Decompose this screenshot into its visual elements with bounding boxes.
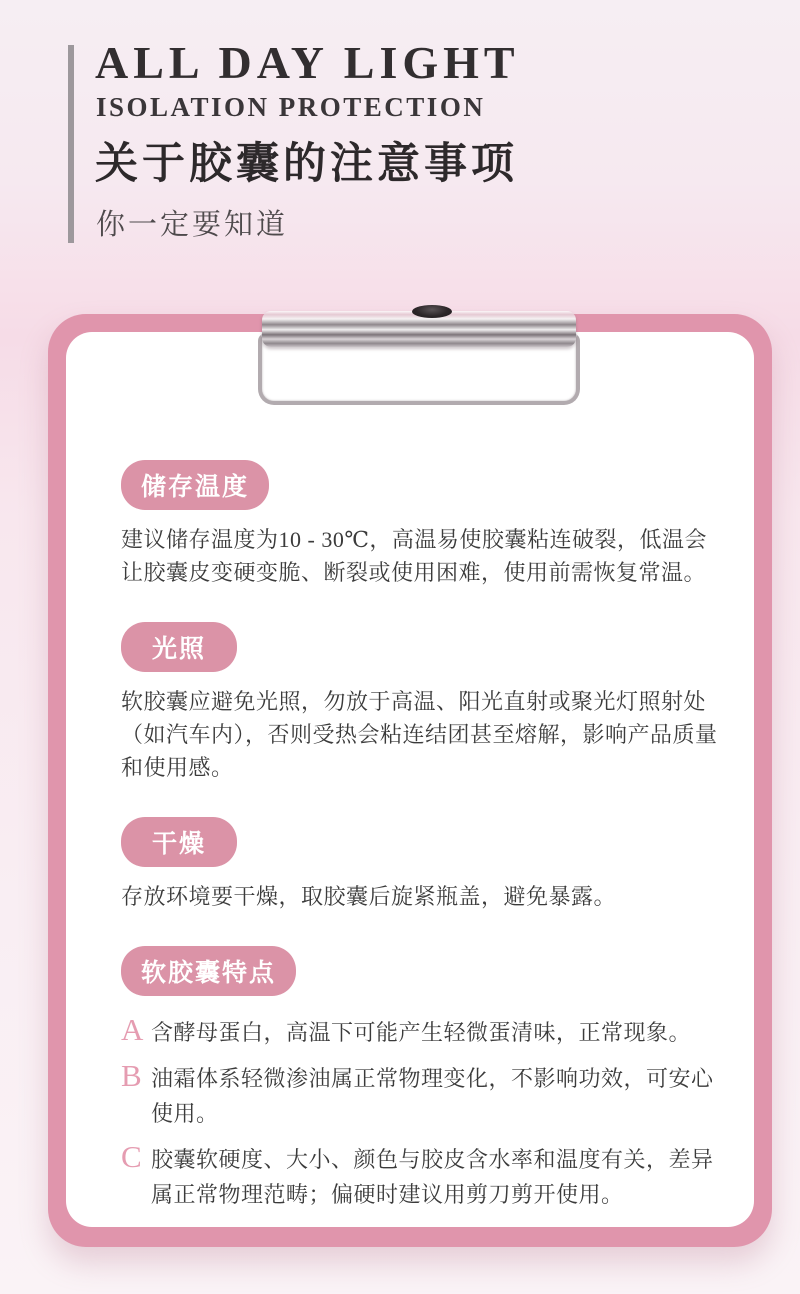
feature-text: 油霜体系轻微渗油属正常物理变化，不影响功效，可安心使用。 [151,1066,714,1126]
brand-subtitle-en: ISOLATION PROTECTION [96,92,486,122]
feature-list [121,1013,722,1212]
section-label-pill: 储存温度 [121,460,269,510]
feature-text: 胶囊软硬度、大小、颜色与胶皮含水率和温度有关，差异属正常物理范畴；偏硬时建议用剪刀剪开使用。 [151,1147,714,1207]
notice-section [121,946,722,1212]
section-label-pill: 光照 [121,622,237,672]
feature-item [121,1140,722,1212]
card-content [121,460,722,1245]
notice-section [121,622,722,784]
clipboard-clip [258,305,580,402]
feature-marker: C [121,1139,143,1174]
page-title: 关于胶囊的注意事项 [95,141,518,188]
brand-title-en: ALL DAY LIGHT [95,37,520,88]
notice-section [121,817,722,913]
section-text: 建议储存温度为10 - 30℃，高温易使胶囊粘连破裂，低温会让胶囊皮变硬变脆、断裂或使用困难，使用前需恢复常温。 [121,527,707,585]
section-text: 存放环境要干燥，取胶囊后旋紧瓶盖，避免暴露。 [121,884,617,909]
clip-knob-icon [412,305,452,318]
section-label-pill: 软胶囊特点 [121,946,296,996]
page-subtitle: 你一定要知道 [96,209,289,241]
feature-text: 含酵母蛋白，高温下可能产生轻微蛋清味，正常现象。 [151,1020,692,1045]
clipboard [48,314,772,1247]
feature-item [121,1013,722,1050]
feature-item [121,1059,722,1131]
feature-marker: A [121,1012,144,1047]
notice-card [66,332,754,1227]
section-label-pill: 干燥 [121,817,237,867]
feature-marker: B [121,1058,143,1093]
section-text: 软胶囊应避免光照，勿放于高温、阳光直射或聚光灯照射处（如汽车内），否则受热会粘连结团甚至熔解，影响产品质量和使用感。 [121,689,718,780]
accent-bar [68,45,74,243]
notice-section [121,460,722,589]
